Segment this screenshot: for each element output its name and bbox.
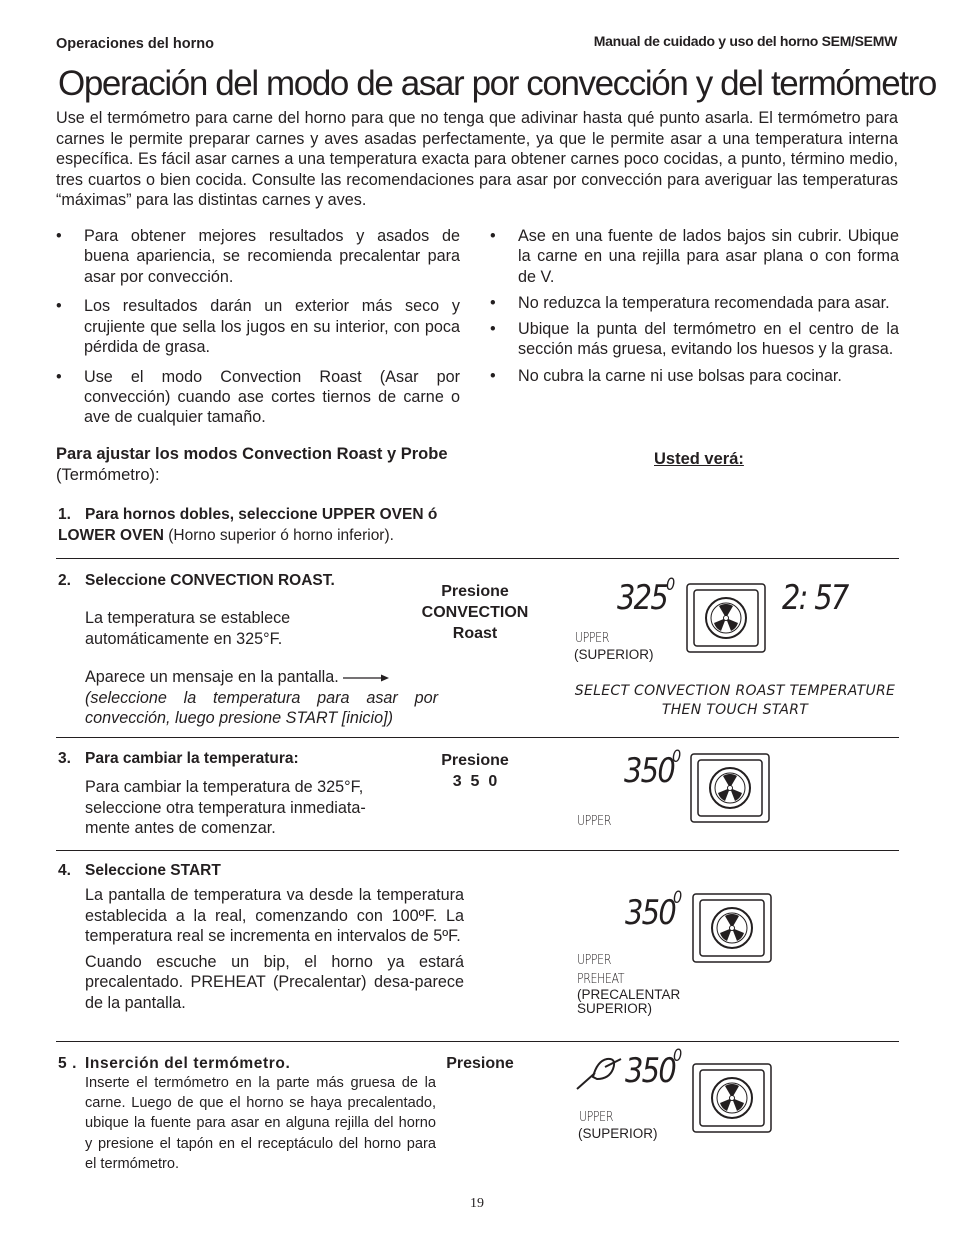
list-item: • Ase en una fuente de lados bajos sin cubrir. Ubique la carne en una rejilla para asar plana o con forma de V. [490,226,899,287]
lcd-message-line-2: THEN TOUCH START [661,702,809,718]
step-number: 3. [58,750,71,767]
step-3 [58,750,418,839]
step-5-heading [58,1055,436,1073]
step-number: 2. [58,572,71,589]
lcd-temperature: 325 [617,578,668,618]
step-5-title: Inserción del termómetro. [85,1055,291,1072]
step-5 [58,1055,436,1174]
oven-fan-icon [692,893,772,963]
press-key: Roast [452,625,498,642]
step-4-title: Seleccione START [85,862,221,879]
step-4-p2: Cuando escuche un bip, el horno ya estará precalentado. PREHEAT (Precalentar) desa-parece de la pantalla. [85,952,464,1012]
step-4 [58,862,464,1013]
lcd-time: 2: 57 [782,578,848,618]
lcd-degree: 0 [673,1046,681,1066]
list-item: • Ubique la punta del termómetro en el centro de la sección más gruesa, evitando los huesos y la grasa. [490,319,899,360]
page-number: 19 [470,1196,484,1211]
list-item: • Para obtener mejores resultados y asados de buena apariencia, se recomienda precalentar para asar por convección. [56,226,460,287]
meat-probe-icon [575,1055,627,1091]
lcd-temperature: 350 [624,751,675,791]
step-3-p1: Para cambiar la temperatura de 325°F, seleccione otra temperatura inmediata-mente antes de comenzar. [85,778,366,837]
bullet-list-left [56,226,460,437]
press-instruction [425,1053,535,1074]
oven-fan-icon [692,1063,772,1133]
list-item: • Use el modo Convection Roast (Asar por convección) cuando ase cortes tiernos de carne o ave de cualquier tamaño. [56,367,460,428]
lcd-temperature: 350 [625,1051,676,1091]
lcd-degree: 0 [672,747,680,767]
lcd-oven-label: UPPER [577,814,611,829]
press-instruction [410,750,540,792]
lcd-preheat-label: PREHEAT [577,972,625,987]
step-2-heading [58,572,438,590]
press-key: 3 5 0 [452,773,498,790]
list-item: • No cubra la carne ni use bolsas para cocinar. [490,366,899,386]
divider [56,850,899,851]
press-label: Presione [446,1055,514,1072]
page-title: Operación del modo de asar por convección y del termómetro [58,64,936,103]
press-instruction [410,581,540,644]
step-2-title: Seleccione CONVECTION ROAST. [85,572,335,589]
step-5-p1: Inserte el termómetro en la parte más gruesa de la carne. Luego de que el horno se haya precalentado, ubique la fuente para asar en alguna rejilla del horno y presione el tapón en el receptáculo del horno para el termómetro. [85,1075,436,1172]
step-1 [58,505,488,546]
step-1-bold: Para hornos dobles, seleccione UPPER OVEN ó LOWER OVEN [58,506,438,544]
lcd-label-translation-line-2: SUPERIOR) [577,1001,653,1016]
lcd-temperature: 350 [625,893,676,933]
divider [56,1041,899,1042]
lcd-oven-label-translation: (SUPERIOR) [578,1126,658,1141]
intro-paragraph: Use el termómetro para carne del horno para que no tenga que adivinar hasta qué punto asarla. El termómetro para carnes le permite preparar carnes y aves asadas perfectamente, ya que le permite asar a una temperatura interna específica. Es fácil asar carnes a una temperatura exacta para obtener carnes poco cocidas, a punto, término medio, tres cuartos o bien cocida. Consulte las recomendaciones para asar por convección para averiguar las temperaturas “máximas” para las distintas carnes y aves. [56,109,898,209]
oven-fan-icon [690,753,770,823]
lcd-label-translation [577,988,680,1016]
step-number: 4. [58,862,71,879]
step-2-p2: Aparece un mensaje en la pantalla. [85,668,339,686]
setup-heading [56,444,476,486]
lcd-message-line-1: SELECT CONVECTION ROAST TEMPERATURE [574,683,896,699]
oven-fan-icon [686,583,766,653]
divider [56,558,899,559]
step-number: 1. [58,506,71,523]
section-label: Operaciones del horno [56,36,214,52]
divider [56,737,899,738]
lcd-oven-label-translation: (SUPERIOR) [574,647,654,662]
step-3-heading [58,750,418,768]
you-will-see-label: Usted verá: [654,450,744,468]
lcd-degree: 0 [673,888,681,908]
lcd-message [560,683,910,718]
step-4-heading [58,862,464,880]
lcd-degree: 0 [666,575,674,595]
list-item: • Los resultados darán un exterior más seco y crujiente que sella los jugos en su interior, con poca pérdida de grasa. [56,296,460,357]
setup-heading-normal: (Termómetro): [56,466,160,484]
lcd-oven-label: UPPER [575,631,609,646]
step-2-p3: (seleccione la temperatura para asar por convección, luego presione START [inicio]) [85,688,438,727]
press-key: CONVECTION [421,604,529,621]
press-label: Presione [441,752,509,769]
step-1-normal: (Horno superior ó horno inferior). [163,526,394,544]
lcd-label-translation-line-1: (PRECALENTAR [577,987,681,1002]
press-label: Presione [441,583,509,600]
step-2-p1: La temperatura se establece automáticamente en 325°F. [85,609,291,648]
step-4-p1: La pantalla de temperatura va desde la temperatura establecida a la real, comenzando con 100ºF. La temperatura real se incrementa en intervalos de 5ºF. [85,886,464,945]
step-2 [58,572,438,729]
manual-title: Manual de cuidado y uso del horno SEM/SEMW [593,33,897,49]
step-2-p2-wrap [58,667,438,688]
lcd-oven-label: UPPER [577,953,611,968]
setup-heading-bold: Para ajustar los modos Convection Roast y Probe [56,445,448,463]
list-item: • No reduzca la temperatura recomendada para asar. [490,293,899,313]
lcd-oven-label: UPPER [579,1110,613,1125]
right-arrow-icon [343,673,389,683]
bullet-list-right [490,226,899,392]
step-number: 5 . [58,1055,78,1072]
step-3-title: Para cambiar la temperatura: [85,750,299,767]
